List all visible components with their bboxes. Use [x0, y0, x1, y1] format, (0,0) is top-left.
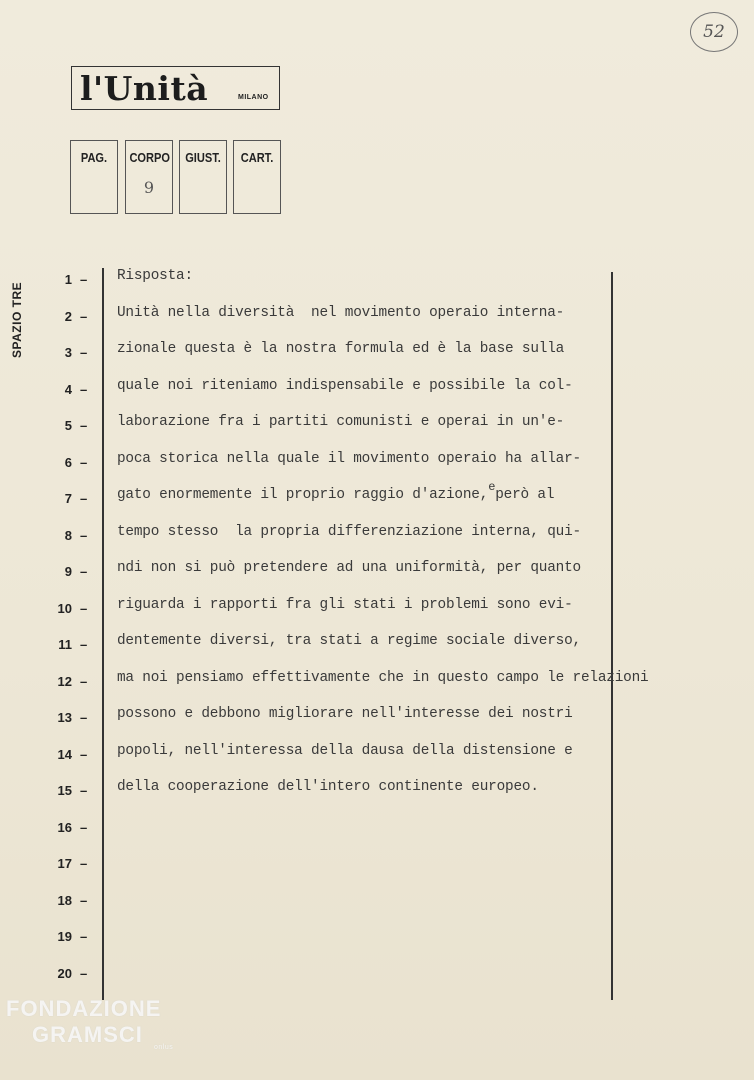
line-number-value: 2 — [64, 308, 72, 324]
line-number — [40, 966, 92, 981]
line-number-value: 7 — [64, 491, 72, 506]
header-box-value: 9 — [143, 178, 155, 197]
line-number-value: 18 — [57, 892, 72, 908]
text-line — [117, 597, 573, 613]
line-number-value: 19 — [57, 929, 72, 944]
line-number-value: 3 — [64, 345, 72, 360]
line-number-value: 8 — [64, 527, 72, 543]
line-number-dash: – — [80, 856, 88, 871]
text-line — [117, 633, 581, 649]
header-box-cart — [233, 140, 281, 214]
handwritten-insert: e — [488, 480, 496, 494]
line-number — [40, 674, 92, 689]
header-box-label: PAG. — [80, 150, 108, 165]
line-number-value: 16 — [57, 819, 72, 835]
text-line — [117, 524, 581, 540]
line-number — [40, 710, 92, 725]
line-number-value: 14 — [57, 746, 72, 762]
line-number-dash: – — [80, 418, 88, 433]
text-line — [117, 451, 581, 467]
line-number-value: 5 — [64, 418, 72, 433]
line-number-dash: – — [80, 564, 88, 579]
line-number-dash: – — [80, 892, 88, 908]
line-number — [40, 528, 92, 543]
watermark-line-3: onlus — [154, 1044, 174, 1051]
line-number — [40, 601, 92, 616]
text-line — [117, 305, 564, 321]
line-number-value: 13 — [57, 710, 72, 725]
text-line-content: ndi non si può pretendere ad una uniformità, per quanto — [117, 560, 581, 576]
header-box-giust — [179, 140, 227, 214]
line-number-dash: – — [80, 527, 88, 543]
header-box-label: CORPO — [129, 150, 170, 165]
line-number — [40, 929, 92, 944]
line-number-dash: – — [80, 783, 88, 798]
line-number — [40, 783, 92, 798]
page-number-circle: 52 — [690, 12, 738, 52]
line-number-dash: – — [80, 710, 88, 725]
text-line-content: Risposta: — [117, 268, 193, 284]
fondazione-gramsci-watermark — [6, 996, 174, 1051]
text-line — [117, 670, 648, 686]
spazio-tre-label: SPAZIO TRE — [10, 281, 24, 358]
header-box-pag — [70, 140, 118, 214]
line-number — [40, 382, 92, 397]
line-number — [40, 491, 92, 506]
line-number — [40, 272, 92, 287]
header-box-label: GIUST. — [185, 150, 221, 165]
line-number-dash: – — [80, 454, 88, 470]
line-number-dash: – — [80, 637, 88, 652]
line-number — [40, 345, 92, 360]
text-line-content: zionale questa è la nostra formula ed è la base sulla — [117, 341, 565, 357]
text-line-content: gato enormemente il proprio raggio d'azione, — [117, 487, 489, 503]
line-number-dash: – — [80, 929, 88, 944]
line-number — [40, 747, 92, 762]
line-number-value: 11 — [58, 637, 72, 652]
text-line-content: poca storica nella quale il movimento operaio ha allar- — [117, 450, 581, 467]
text-line — [117, 480, 555, 503]
text-line-content: popoli, nell'interessa della dausa della distensione e — [117, 742, 573, 759]
line-number-value: 12 — [57, 673, 72, 689]
text-line-content: Unità nella diversità nel movimento operaio interna- — [117, 304, 565, 321]
text-line — [117, 414, 564, 430]
text-line — [117, 560, 581, 576]
text-line — [117, 743, 573, 759]
masthead-city: MILANO — [238, 94, 269, 101]
text-line — [117, 706, 573, 722]
line-number-dash: – — [80, 819, 88, 835]
text-line-content: dentemente diversi, tra stati a regime sociale diverso, — [117, 633, 581, 649]
line-number-dash: – — [80, 272, 88, 287]
line-number-dash: – — [80, 673, 88, 689]
masthead — [71, 66, 280, 110]
text-line-content: laborazione fra i partiti comunisti e operai in un'e- — [117, 414, 565, 430]
line-number-value: 9 — [64, 564, 72, 579]
text-line-tail: però al — [495, 487, 555, 503]
text-line — [117, 378, 573, 394]
line-number — [40, 309, 92, 324]
text-line — [117, 779, 539, 795]
line-number-dash: – — [80, 345, 88, 360]
watermark-line-2: GRAMSCI — [32, 1022, 143, 1047]
text-line — [117, 341, 564, 357]
text-line-content: riguarda i rapporti fra gli stati i problemi sono evi- — [117, 596, 573, 613]
masthead-logo: l'Unità — [80, 69, 209, 108]
line-number-dash: – — [80, 381, 88, 397]
line-number — [40, 820, 92, 835]
line-number-dash: – — [80, 491, 88, 506]
header-box-label: CART. — [240, 150, 274, 165]
line-number-value: 20 — [57, 965, 72, 981]
text-line-content: possono e debbono migliorare nell'interesse dei nostri — [117, 706, 573, 722]
line-number — [40, 637, 92, 652]
line-number — [40, 455, 92, 470]
line-number-dash: – — [80, 965, 88, 981]
line-number — [40, 418, 92, 433]
watermark-line-1: FONDAZIONE — [6, 996, 162, 1021]
line-number-value: 1 — [64, 272, 72, 287]
line-number-value: 17 — [57, 856, 72, 871]
text-line-content: ma noi pensiamo effettivamente che in questo campo le relazioni — [117, 669, 649, 686]
right-margin-rule — [611, 272, 613, 1000]
line-number — [40, 893, 92, 908]
text-line-content: della cooperazione dell'intero continente europeo. — [117, 779, 539, 795]
text-line-content: tempo stesso la propria differenziazione interna, qui- — [117, 523, 581, 540]
line-number-dash: – — [80, 746, 88, 762]
line-number-dash: – — [80, 600, 88, 616]
header-box-corpo — [125, 140, 173, 214]
line-number-dash: – — [80, 308, 88, 324]
line-number — [40, 856, 92, 871]
line-number — [40, 564, 92, 579]
line-number-value: 4 — [64, 381, 72, 397]
line-number-value: 10 — [57, 600, 72, 616]
text-line-content: quale noi riteniamo indispensabile e possibile la col- — [117, 377, 573, 394]
line-number-value: 15 — [57, 783, 72, 798]
line-number-value: 6 — [64, 454, 72, 470]
left-margin-rule — [102, 268, 104, 1000]
text-line — [117, 268, 193, 284]
